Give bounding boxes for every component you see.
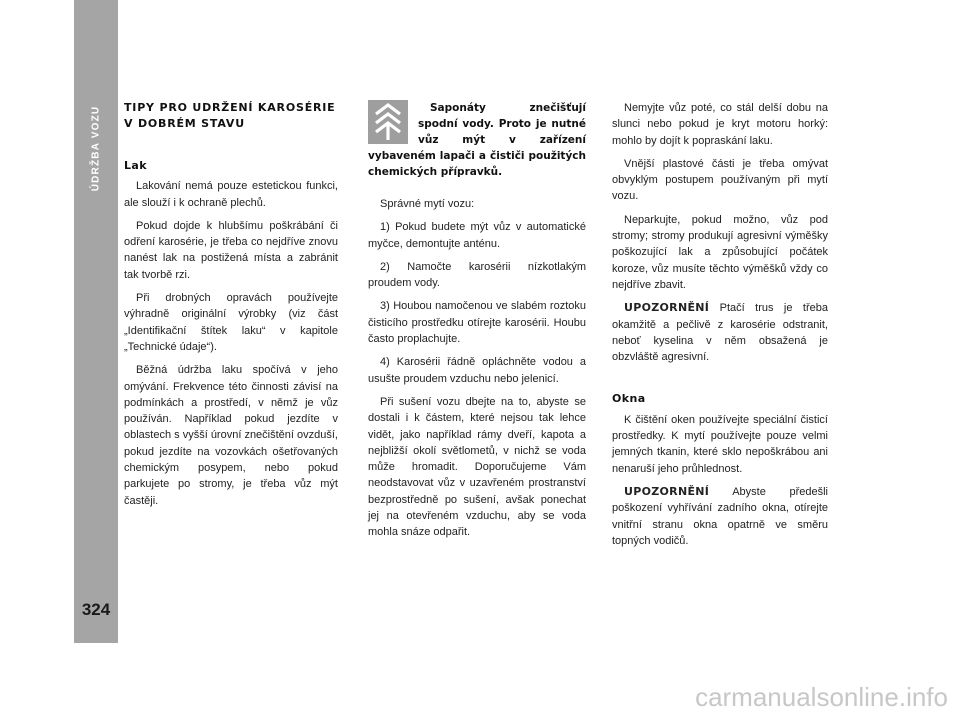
paragraph: Pokud dojde k hlubšímu poškrábání či odření karosérie, je třeba co nejdříve znovu nanést lak na postižená místa a zabránit tak tvorbě rzi. [124, 219, 338, 281]
tree-icon-graphic [368, 100, 408, 144]
column-3 [612, 100, 828, 556]
paragraph: Běžná údržba laku spočívá v jeho omývání. Frekvence této činnosti závisí na podmínkách a prostředí, v němž je vůz používán. Například pokud jezdíte v oblastech s vyšší úrovní znečištění ovzduší, pokud jezdíte na vozovkách ošetřovaných chemickým posypem, nebo pokud parkujete po stromy, je třeba vůz mýt častěji. [124, 364, 338, 507]
column-1 [124, 100, 338, 516]
paragraph: K čištění oken používejte speciální čisticí prostředky. K mytí používejte pouze velmi jemných tkanin, které sklo nepoškrábou ani nenaruší jeho průhlednost. [612, 413, 828, 475]
warning-text: Abyste předešli poškození vyhřívání zadního okna, otírejte vnitřní stranu okna opatrně ve směru topných vodičů. [612, 485, 828, 547]
tree-icon [368, 100, 408, 144]
warning-paragraph-2 [612, 484, 828, 549]
warning-label: UPOZORNĚNÍ [624, 301, 710, 315]
paragraph: Nemyjte vůz poté, co stál delší dobu na slunci nebo pokud je kryt motoru horký: mohlo by dojít k popraskání laku. [612, 102, 828, 147]
warning-label: UPOZORNĚNÍ [624, 484, 710, 498]
paragraph: 2) Namočte karosérii nízkotlakým proudem vody. [368, 260, 586, 290]
sidebar-band [74, 0, 118, 643]
section-label-text: ÚDRŽBA VOZU [90, 105, 102, 191]
column-2 [368, 100, 586, 548]
subheading-okna: Okna [612, 392, 646, 406]
paragraph: Lakování nemá pouze estetickou funkci, ale slouží i k ochraně plechů. [124, 180, 338, 209]
paragraph: 3) Houbou namočenou ve slabém roztoku čisticího prostředku otírejte karosérii. Houbu často proplachujte. [368, 300, 586, 346]
paragraph: Neparkujte, pokud možno, vůz pod stromy; stromy produkují agresivní výměšky poškozující lak a způsobující počátek koroze, vůz musíte těchto výměšků vždy co nejdříve zbavit. [612, 213, 828, 291]
paragraph: Při drobných opravách používejte výhradně originální výrobky (viz část „Identifikační štítek laku“ v kapitole „Technické údaje“). [124, 292, 338, 353]
subheading-lak: Lak [124, 159, 147, 172]
section-heading-line-1: TIPY PRO UDRŽENÍ KAROSÉRIE [124, 101, 336, 114]
paragraph: Vnější plastové části je třeba omývat obvyklým postupem používaným při mytí vozu. [612, 157, 828, 203]
watermark: carmanualsonline.info [695, 682, 948, 712]
environment-warning [368, 100, 586, 180]
section-label [74, 100, 118, 196]
section-heading [124, 100, 338, 132]
section-heading-line-2: V DOBRÉM STAVU [124, 117, 245, 130]
warning-paragraph-1 [612, 300, 828, 365]
paragraph: Při sušení vozu dbejte na to, abyste se dostali i k částem, které nejsou tak lehce vidět, jako například rámy dveří, kapota a nejbližší okolí světlometů, v nichž se voda může hromadit. Doporučujeme Vám neodstavovat vůz v uzavřeném prostranství bezprostředně po sušení, avšak ponechat jej na otevřeném vzduchu, aby se voda mohla snáze odpařit. [368, 395, 586, 539]
paragraph: 1) Pokud budete mýt vůz v automatické myčce, demontujte anténu. [368, 221, 586, 250]
paragraph: 4) Karosérii řádně opláchněte vodou a usušte proudem vzduchu nebo jelenicí. [368, 356, 586, 385]
warning-text: Ptačí trus je třeba okamžitě a pečlivě z karosérie odstranit, neboť kyselina v něm obsažená je obzvláště agresivní. [612, 302, 828, 364]
warning-text: Saponáty znečišťují spodní vody. Proto je nutné vůz mýt v zařízení vybaveném lapači a čističi použitých chemických přípravků. [368, 102, 586, 178]
paragraph: Správné mytí vozu: [380, 198, 475, 210]
page-number: 324 [81, 600, 111, 619]
